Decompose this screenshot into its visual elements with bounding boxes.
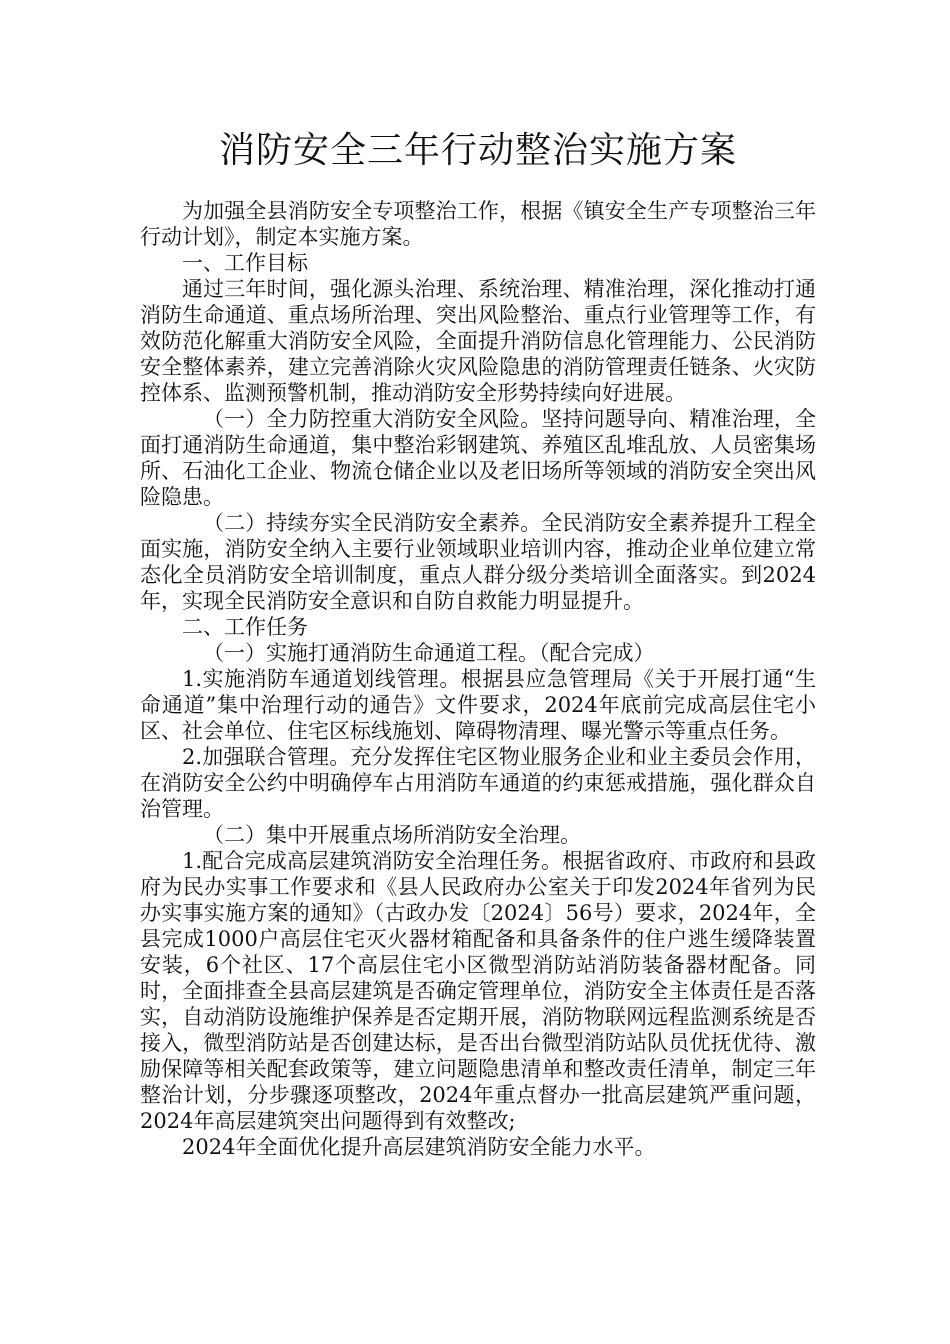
goal-item-1: （一）全力防控重大消防安全风险。坚持问题导向、精准治理，全面打通消防生命通道，集中整治彩钢建筑、养殖区乱堆乱放、人员密集场所、石油化工企业、物流仓储企业以及老旧场所等领域的消防安全突出风险隐患。 (140, 407, 816, 509)
intro-paragraph: 为加强全县消防安全专项整治工作，根据《镇安全生产专项整治三年行动计划》，制定本实施方案。 (140, 199, 816, 249)
task-2-closing: 2024年全面优化提升高层建筑消防安全能力水平。 (182, 1135, 656, 1159)
task-2-item-1: 1.配合完成高层建筑消防安全治理任务。根据省政府、市政府和县政府为民办实事工作要求和《县人民政府办公室关于印发2024年省列为民办实事实施方案的通知》（古政办发〔2024〕56号）要求，2024年，全县完成1000户高层住宅灭火器材箱配备和具备条件的住户逃生缓降装置安装，6个社区、17个高层住宅小区微型消防站消防装备器材配备。同时，全面排查全县高层建筑是否确定管理单位，消防安全主体责任是否落实，自动消防设施维护保养是否定期开展，消防物联网远程监测系统是否接入，微型消防站是否创建达标，是否出台微型消防站队员优抚优待、激励保障等相关配套政策等，建立问题隐患清单和整改责任清单，制定三年整治计划，分步骤逐项整改，2024年重点督办一批高层建筑严重问题，2024年高层建筑突出问题得到有效整改; (140, 849, 816, 1133)
section-heading-goals: 一、工作目标 (182, 251, 308, 275)
task-1-item-2: 2.加强联合管理。充分发挥住宅区物业服务企业和业主委员会作用，在消防安全公约中明确停车占用消防车通道的约束惩戒措施，强化群众自治管理。 (140, 745, 816, 821)
goals-paragraph: 通过三年时间，强化源头治理、系统治理、精准治理，深化推动打通消防生命通道、重点场所治理、突出风险整治、重点行业管理等工作，有效防范化解重大消防安全风险，全面提升消防信息化管理能力、公民消防安全整体素养，建立完善消除火灾风险隐患的消防管理责任链条、火灾防控体系、监测预警机制，推动消防安全形势持续向好进展。 (140, 277, 816, 405)
task-heading-1: （一）实施打通消防生命通道工程。（配合完成） (203, 641, 655, 665)
goal-item-2: （二）持续夯实全民消防安全素养。全民消防安全素养提升工程全面实施，消防安全纳入主要行业领域职业培训内容，推动企业单位建立常态化全员消防安全培训制度，重点人群分级分类培训全面落实。到2024年，实现全民消防安全意识和自防自救能力明显提升。 (140, 511, 816, 613)
task-1-item-1: 1.实施消防车通道划线管理。根据县应急管理局《关于开展打通“生命通道”集中治理行动的通告》文件要求，2024年底前完成高层住宅小区、社会单位、住宅区标线施划、障碍物清理、曝光警示等重点任务。 (140, 667, 816, 743)
document-title: 消防安全三年行动整治实施方案 (218, 130, 737, 171)
section-heading-tasks: 二、工作任务 (182, 615, 308, 639)
task-heading-2: （二）集中开展重点场所消防安全治理。 (203, 823, 581, 847)
